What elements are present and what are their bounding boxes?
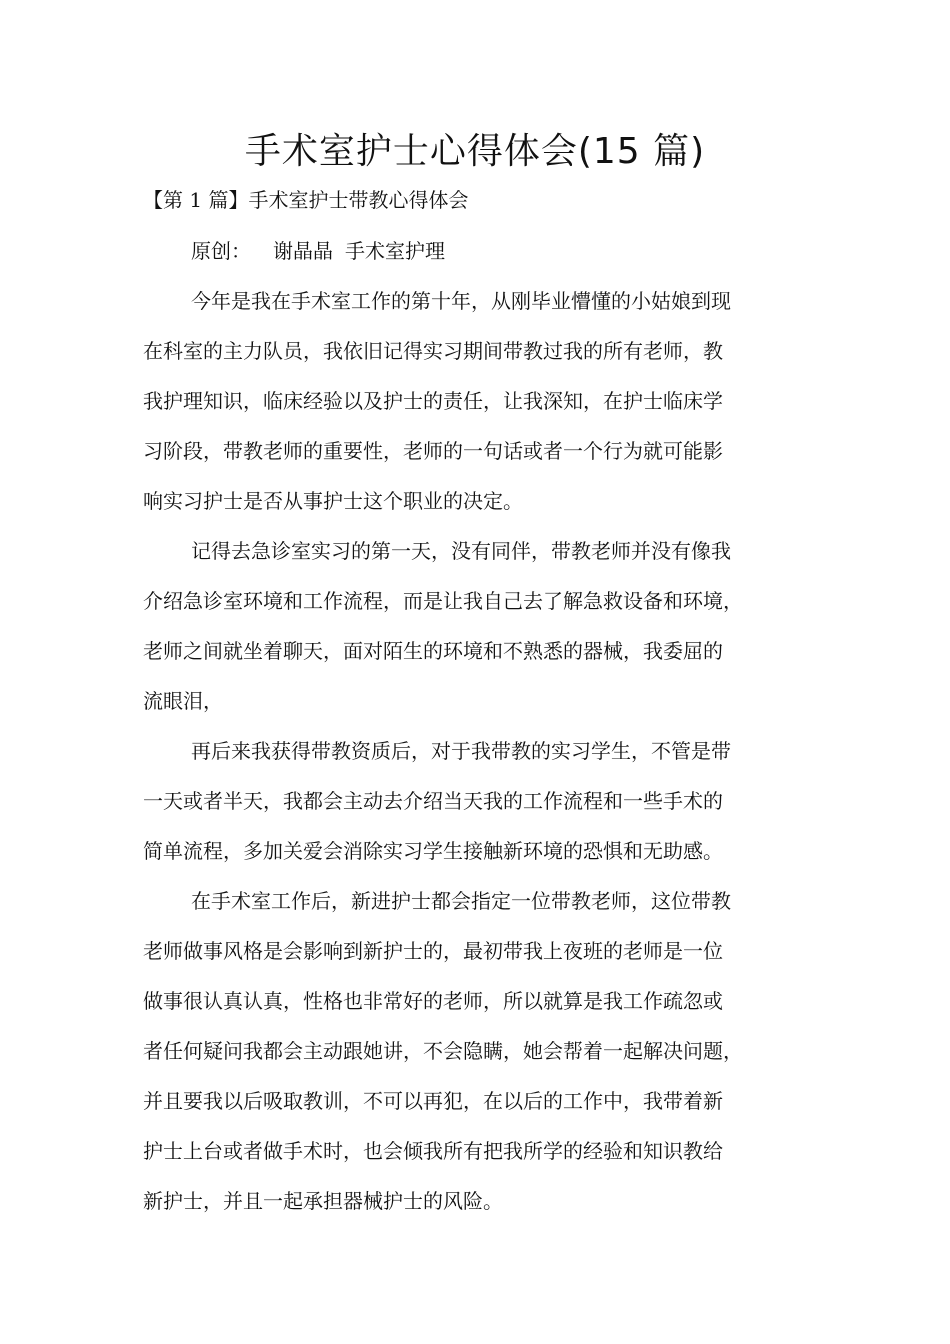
text-line: 老师之间就坐着聊天，面对陌生的环境和不熟悉的器械，我委屈的 (143, 639, 723, 663)
text-line: 在手术室工作后，新进护士都会指定一位带教老师，这位带教 (191, 889, 731, 913)
text-line: 记得去急诊室实习的第一天，没有同伴，带教老师并没有像我 (191, 539, 731, 563)
text-line: 流眼泪， (143, 689, 223, 713)
byline-source: 手术室护理 (345, 239, 445, 263)
text-line: 我护理知识，临床经验以及护士的责任，让我深知，在护士临床学 (143, 389, 723, 413)
section-heading: 【第 1 篇】手术室护士带教心得体会 (143, 188, 469, 212)
byline-author: 谢晶晶 (273, 239, 333, 263)
text-line: 在科室的主力队员，我依旧记得实习期间带教过我的所有老师，教 (143, 339, 723, 363)
text-line: 介绍急诊室环境和工作流程，而是让我自己去了解急救设备和环境， (143, 589, 743, 613)
text-line: 简单流程，多加关爱会消除实习学生接触新环境的恐惧和无助感。 (143, 839, 723, 863)
byline (191, 235, 445, 267)
text-line: 习阶段，带教老师的重要性，老师的一句话或者一个行为就可能影 (143, 439, 723, 463)
text-line: 老师做事风格是会影响到新护士的，最初带我上夜班的老师是一位 (143, 939, 723, 963)
text-line: 新护士，并且一起承担器械护士的风险。 (143, 1189, 503, 1213)
text-line: 一天或者半天，我都会主动去介绍当天我的工作流程和一些手术的 (143, 789, 723, 813)
byline-label: 原创： (191, 239, 251, 263)
document-title: 手术室护士心得体会(15 篇) (244, 131, 706, 172)
text-line: 做事很认真认真，性格也非常好的老师，所以就算是我工作疏忽或 (143, 989, 723, 1013)
text-line: 响实习护士是否从事护士这个职业的决定。 (143, 489, 523, 513)
text-line: 再后来我获得带教资质后，对于我带教的实习学生，不管是带 (191, 739, 731, 763)
article-body (143, 285, 819, 1235)
text-line: 者任何疑问我都会主动跟她讲，不会隐瞒，她会帮着一起解决问题， (143, 1039, 743, 1063)
text-line: 护士上台或者做手术时，也会倾我所有把我所学的经验和知识教给 (143, 1139, 723, 1163)
text-line: 并且要我以后吸取教训，不可以再犯，在以后的工作中，我带着新 (143, 1089, 723, 1113)
text-line: 今年是我在手术室工作的第十年，从刚毕业懵懂的小姑娘到现 (191, 289, 731, 313)
